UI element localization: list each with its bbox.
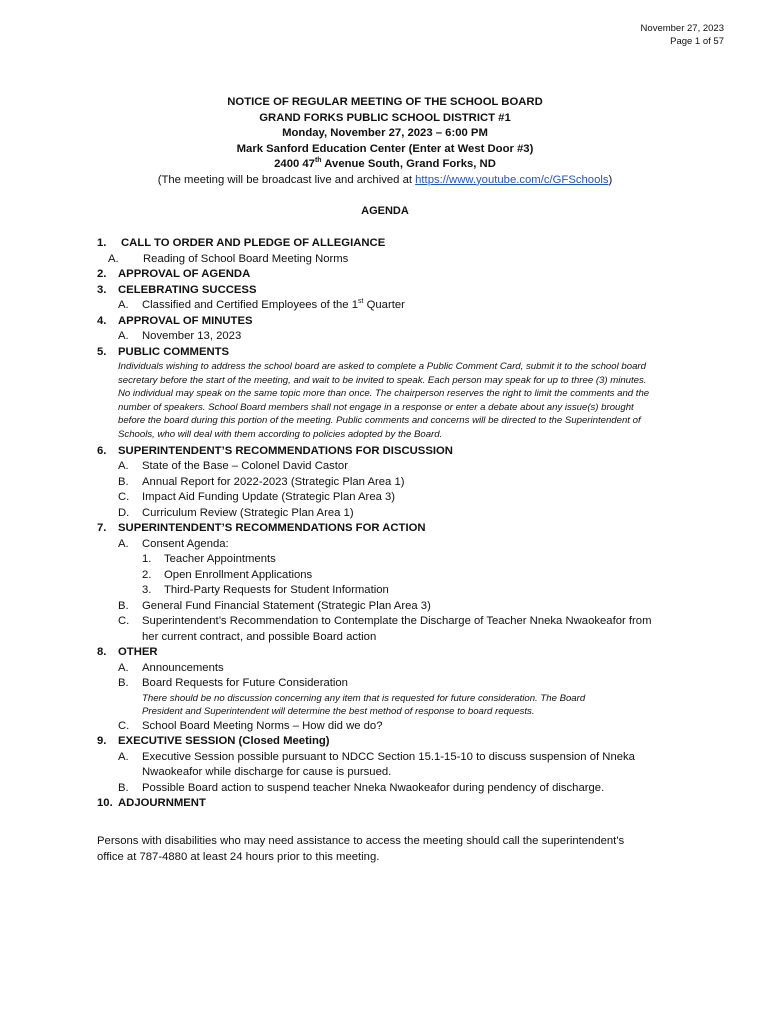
agenda-item: A. Classified and Certified Employees of the 1st Quarter	[118, 298, 405, 311]
agenda-section-1: 1. CALL TO ORDER AND PLEDGE OF ALLEGIANCE	[97, 236, 657, 252]
agenda-item: B. Possible Board action to suspend teacher Nneka Nwaokeafor during pendency of discharge.	[118, 781, 605, 794]
agenda-section-2: 2. APPROVAL OF AGENDA	[97, 267, 657, 283]
agenda-item: B. Board Requests for Future Consideration	[118, 677, 348, 690]
agenda-item: A. Reading of School Board Meeting Norms	[108, 252, 349, 265]
agenda-item: A. Consent Agenda:	[118, 537, 229, 550]
agenda-item: C. School Board Meeting Norms – How did we do?	[118, 719, 383, 732]
agenda-section-9: 9. EXECUTIVE SESSION (Closed Meeting)	[97, 734, 657, 750]
consent-item: 2. Open Enrollment Applications	[142, 568, 313, 581]
section-title: CALL TO ORDER AND PLEDGE OF ALLEGIANCE	[121, 237, 386, 249]
broadcast-note: (The meeting will be broadcast live and archived at https://www.youtube.com/c/GFSchools)	[157, 173, 613, 186]
section-title: ADJOURNMENT	[118, 797, 206, 810]
section-title: EXECUTIVE SESSION (Closed Meeting)	[118, 735, 330, 748]
agenda-section-6: 6. SUPERINTENDENT’S RECOMMENDATIONS FOR DISCUSSION	[97, 444, 657, 460]
agenda-section-10: 10. ADJOURNMENT	[97, 796, 657, 812]
agenda-heading: AGENDA	[361, 205, 409, 217]
accessibility-notice: Persons with disabilities who may need assistance to access the meeting should call the superintendent's office at 787-4880 at least 24 hours prior to this meeting.	[97, 835, 625, 863]
section-title: OTHER	[118, 646, 158, 659]
meeting-datetime: Monday, November 27, 2023 – 6:00 PM	[282, 127, 488, 139]
agenda-item: C. Superintendent’s Recommendation to Contemplate the Discharge of Teacher Nneka Nwaokeafor from her current contract, and possible Board action	[118, 615, 652, 643]
meeting-location: Mark Sanford Education Center (Enter at West Door #3)	[236, 142, 534, 155]
notice-title: NOTICE OF REGULAR MEETING OF THE SCHOOL BOARD	[227, 96, 543, 108]
district-name: GRAND FORKS PUBLIC SCHOOL DISTRICT #1	[259, 111, 511, 124]
agenda-item: B. Annual Report for 2022-2023 (Strategic Plan Area 1)	[118, 475, 405, 488]
agenda-item: A. Executive Session possible pursuant to NDCC Section 15.1-15-10 to discuss suspension of Nneka Nwaokeafor while discharge for cause is pursued.	[118, 750, 635, 779]
consent-item: 1. Teacher Appointments	[142, 553, 276, 566]
agenda-section-8: 8. OTHER	[97, 645, 657, 661]
agenda-section-4: 4. APPROVAL OF MINUTES	[97, 314, 657, 330]
agenda-list	[97, 236, 657, 812]
agenda-item: B. General Fund Financial Statement (Strategic Plan Area 3)	[118, 599, 431, 612]
youtube-link[interactable]: https://www.youtube.com/c/GFSchools	[415, 173, 609, 186]
agenda-item: D. Curriculum Review (Strategic Plan Area 1)	[118, 506, 354, 519]
agenda-item: A. Announcements	[118, 661, 224, 674]
future-consideration-note: There should be no discussion concerning any item that is requested for future consideration. The Board President and Superintendent will determine the best method of response to board requests.	[142, 692, 586, 718]
agenda-section-5: 5. PUBLIC COMMENTS	[97, 345, 657, 361]
agenda-item: A. State of the Base – Colonel David Castor	[118, 460, 348, 473]
agenda-item: C. Impact Aid Funding Update (Strategic Plan Area 3)	[118, 491, 396, 504]
section-title: SUPERINTENDENT’S RECOMMENDATIONS FOR DISCUSSION	[118, 444, 453, 457]
agenda-section-7: 7. SUPERINTENDENT’S RECOMMENDATIONS FOR ACTION	[97, 521, 657, 537]
meeting-address: 2400 47th Avenue South, Grand Forks, ND	[274, 157, 496, 170]
section-title: APPROVAL OF MINUTES	[118, 314, 253, 327]
page-header	[641, 22, 724, 48]
section-title: CELEBRATING SUCCESS	[118, 283, 257, 296]
header-date: November 27, 2023	[640, 23, 724, 34]
section-title: SUPERINTENDENT’S RECOMMENDATIONS FOR ACTION	[118, 522, 426, 535]
header-page-number: Page 1 of 57	[670, 36, 724, 47]
consent-item: 3. Third-Party Requests for Student Information	[142, 584, 389, 597]
section-title: APPROVAL OF AGENDA	[118, 268, 251, 280]
section-title: PUBLIC COMMENTS	[118, 345, 230, 358]
notice-title-block	[0, 95, 770, 188]
agenda-item: A. November 13, 2023	[118, 330, 242, 342]
agenda-section-3: 3. CELEBRATING SUCCESS	[97, 283, 657, 299]
public-comments-note: Individuals wishing to address the school board are asked to complete a Public Comment Card, submit it to the school board secretary before the start of the meeting, and wait to be invited to speak. Each person may speak for up to three (3) minutes. No individual may speak on the same topic more than once. The chairperson reserves the right to limit the comments and the number of speakers. School Board members shall not engage in a response or enter a debate about any issue(s) brought before the board during this portion of the meeting. Public comments and concerns will be directed to the Superintendent of Schools, who will deal with them according to policies adopted by the Board.	[118, 361, 650, 440]
